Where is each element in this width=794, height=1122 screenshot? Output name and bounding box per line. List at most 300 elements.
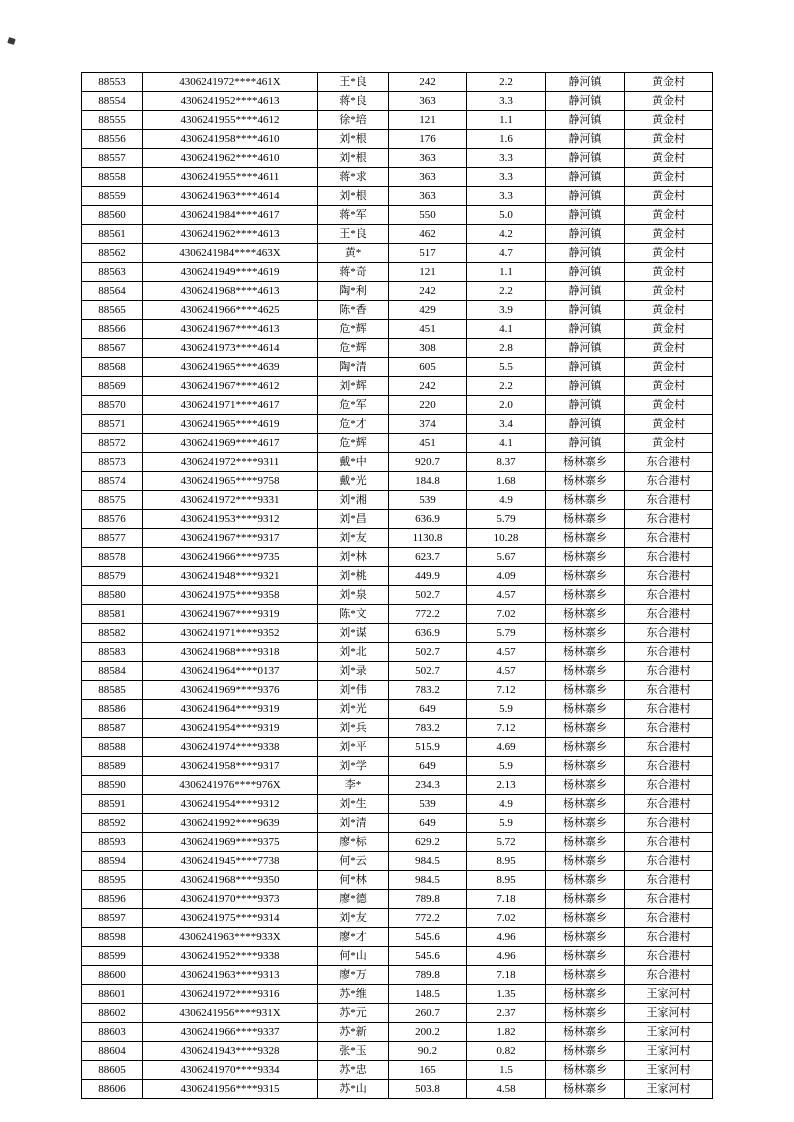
cell-township: 静河镇: [546, 396, 625, 415]
cell-amount: 517: [389, 244, 467, 263]
cell-township: 杨林寨乡: [546, 909, 625, 928]
cell-amount: 545.6: [389, 947, 467, 966]
cell-masked-id: 4306241963****933X: [143, 928, 318, 947]
cell-serial-number: 88585: [82, 681, 143, 700]
cell-serial-number: 88578: [82, 548, 143, 567]
cell-amount: 772.2: [389, 605, 467, 624]
cell-serial-number: 88569: [82, 377, 143, 396]
cell-serial-number: 88565: [82, 301, 143, 320]
cell-village: 东合港村: [625, 510, 713, 529]
cell-village: 黄金村: [625, 206, 713, 225]
cell-serial-number: 88596: [82, 890, 143, 909]
cell-masked-id: 4306241955****4611: [143, 168, 318, 187]
cell-amount: 184.8: [389, 472, 467, 491]
cell-masked-id: 4306241975****9358: [143, 586, 318, 605]
table-row: [82, 149, 713, 168]
cell-amount: 234.3: [389, 776, 467, 795]
cell-masked-name: 刘*伟: [318, 681, 389, 700]
cell-masked-id: 4306241966****9735: [143, 548, 318, 567]
cell-village: 东合港村: [625, 472, 713, 491]
cell-masked-name: 危*才: [318, 415, 389, 434]
cell-village: 东合港村: [625, 928, 713, 947]
table-row: [82, 187, 713, 206]
cell-rate: 7.02: [467, 605, 546, 624]
table-row: [82, 662, 713, 681]
cell-serial-number: 88556: [82, 130, 143, 149]
cell-amount: 1130.8: [389, 529, 467, 548]
cell-amount: 984.5: [389, 871, 467, 890]
cell-serial-number: 88577: [82, 529, 143, 548]
cell-township: 静河镇: [546, 339, 625, 358]
table-row: [82, 1061, 713, 1080]
table-row: [82, 757, 713, 776]
cell-serial-number: 88568: [82, 358, 143, 377]
cell-masked-id: 4306241966****9337: [143, 1023, 318, 1042]
cell-serial-number: 88575: [82, 491, 143, 510]
cell-rate: 5.9: [467, 757, 546, 776]
table-row: [82, 567, 713, 586]
cell-township: 杨林寨乡: [546, 453, 625, 472]
cell-rate: 4.9: [467, 795, 546, 814]
cell-amount: 165: [389, 1061, 467, 1080]
cell-township: 杨林寨乡: [546, 567, 625, 586]
cell-masked-name: 陈*香: [318, 301, 389, 320]
cell-serial-number: 88572: [82, 434, 143, 453]
cell-rate: 8.95: [467, 852, 546, 871]
cell-masked-name: 戴*中: [318, 453, 389, 472]
cell-amount: 545.6: [389, 928, 467, 947]
cell-masked-name: 刘*辉: [318, 377, 389, 396]
cell-township: 杨林寨乡: [546, 947, 625, 966]
cell-village: 黄金村: [625, 320, 713, 339]
cell-village: 黄金村: [625, 225, 713, 244]
cell-amount: 363: [389, 92, 467, 111]
cell-amount: 539: [389, 795, 467, 814]
cell-masked-id: 4306241948****9321: [143, 567, 318, 586]
cell-amount: 451: [389, 320, 467, 339]
cell-serial-number: 88592: [82, 814, 143, 833]
cell-serial-number: 88560: [82, 206, 143, 225]
table-row: [82, 1023, 713, 1042]
cell-masked-id: 4306241956****931X: [143, 1004, 318, 1023]
cell-rate: 4.96: [467, 928, 546, 947]
table-row: [82, 681, 713, 700]
table-row: [82, 947, 713, 966]
cell-serial-number: 88594: [82, 852, 143, 871]
table-row: [82, 909, 713, 928]
cell-amount: 502.7: [389, 586, 467, 605]
cell-rate: 3.3: [467, 187, 546, 206]
cell-village: 东合港村: [625, 738, 713, 757]
cell-serial-number: 88553: [82, 73, 143, 92]
cell-serial-number: 88588: [82, 738, 143, 757]
table-row: [82, 244, 713, 263]
cell-masked-name: 刘*昌: [318, 510, 389, 529]
cell-village: 王家河村: [625, 1061, 713, 1080]
cell-serial-number: 88600: [82, 966, 143, 985]
cell-masked-name: 刘*桃: [318, 567, 389, 586]
cell-rate: 4.9: [467, 491, 546, 510]
cell-amount: 502.7: [389, 643, 467, 662]
cell-masked-id: 4306241962****4610: [143, 149, 318, 168]
cell-amount: 789.8: [389, 966, 467, 985]
cell-village: 王家河村: [625, 1042, 713, 1061]
cell-rate: 4.09: [467, 567, 546, 586]
cell-masked-id: 4306241973****4614: [143, 339, 318, 358]
cell-masked-name: 刘*泉: [318, 586, 389, 605]
cell-masked-name: 刘*光: [318, 700, 389, 719]
cell-masked-name: 陶*清: [318, 358, 389, 377]
cell-masked-id: 4306241974****9338: [143, 738, 318, 757]
table-row: [82, 510, 713, 529]
cell-serial-number: 88580: [82, 586, 143, 605]
cell-masked-name: 刘*学: [318, 757, 389, 776]
cell-township: 静河镇: [546, 434, 625, 453]
table-row: [82, 985, 713, 1004]
cell-township: 静河镇: [546, 111, 625, 130]
cell-township: 静河镇: [546, 92, 625, 111]
cell-township: 杨林寨乡: [546, 795, 625, 814]
cell-masked-name: 刘*根: [318, 149, 389, 168]
cell-masked-id: 4306241968****4613: [143, 282, 318, 301]
cell-township: 杨林寨乡: [546, 491, 625, 510]
cell-amount: 636.9: [389, 510, 467, 529]
cell-rate: 4.96: [467, 947, 546, 966]
cell-masked-id: 4306241964****9319: [143, 700, 318, 719]
cell-township: 静河镇: [546, 377, 625, 396]
cell-serial-number: 88571: [82, 415, 143, 434]
cell-rate: 5.5: [467, 358, 546, 377]
cell-village: 东合港村: [625, 662, 713, 681]
scan-artifact-mark: [7, 37, 16, 45]
cell-amount: 503.8: [389, 1080, 467, 1099]
cell-village: 黄金村: [625, 434, 713, 453]
cell-masked-id: 4306241956****9315: [143, 1080, 318, 1099]
cell-village: 东合港村: [625, 700, 713, 719]
cell-masked-id: 4306241953****9312: [143, 510, 318, 529]
cell-township: 杨林寨乡: [546, 1023, 625, 1042]
cell-serial-number: 88573: [82, 453, 143, 472]
cell-masked-name: 李*: [318, 776, 389, 795]
cell-amount: 176: [389, 130, 467, 149]
cell-rate: 5.9: [467, 814, 546, 833]
cell-serial-number: 88563: [82, 263, 143, 282]
table-row: [82, 738, 713, 757]
table-row: [82, 453, 713, 472]
table-row: [82, 320, 713, 339]
cell-village: 黄金村: [625, 415, 713, 434]
cell-village: 东合港村: [625, 947, 713, 966]
cell-rate: 2.0: [467, 396, 546, 415]
cell-serial-number: 88586: [82, 700, 143, 719]
cell-rate: 4.57: [467, 586, 546, 605]
cell-amount: 789.8: [389, 890, 467, 909]
cell-amount: 649: [389, 700, 467, 719]
cell-village: 东合港村: [625, 852, 713, 871]
table-row: [82, 776, 713, 795]
cell-township: 杨林寨乡: [546, 928, 625, 947]
cell-masked-name: 王*良: [318, 225, 389, 244]
cell-masked-id: 4306241976****976X: [143, 776, 318, 795]
cell-serial-number: 88570: [82, 396, 143, 415]
cell-masked-id: 4306241967****4613: [143, 320, 318, 339]
table-row: [82, 1004, 713, 1023]
cell-serial-number: 88567: [82, 339, 143, 358]
cell-rate: 1.35: [467, 985, 546, 1004]
cell-village: 东合港村: [625, 871, 713, 890]
cell-village: 东合港村: [625, 567, 713, 586]
cell-masked-name: 廖*才: [318, 928, 389, 947]
cell-masked-name: 何*山: [318, 947, 389, 966]
cell-amount: 242: [389, 73, 467, 92]
cell-masked-id: 4306241958****4610: [143, 130, 318, 149]
table-row: [82, 339, 713, 358]
cell-serial-number: 88582: [82, 624, 143, 643]
cell-village: 东合港村: [625, 548, 713, 567]
cell-serial-number: 88602: [82, 1004, 143, 1023]
cell-masked-name: 廖*标: [318, 833, 389, 852]
cell-village: 黄金村: [625, 168, 713, 187]
cell-amount: 363: [389, 149, 467, 168]
cell-rate: 3.3: [467, 149, 546, 168]
cell-masked-name: 蒋*军: [318, 206, 389, 225]
cell-village: 王家河村: [625, 1004, 713, 1023]
cell-village: 王家河村: [625, 1023, 713, 1042]
cell-amount: 260.7: [389, 1004, 467, 1023]
cell-amount: 374: [389, 415, 467, 434]
table-row: [82, 111, 713, 130]
cell-rate: 4.69: [467, 738, 546, 757]
cell-masked-id: 4306241972****9316: [143, 985, 318, 1004]
cell-serial-number: 88564: [82, 282, 143, 301]
cell-township: 静河镇: [546, 320, 625, 339]
cell-township: 杨林寨乡: [546, 757, 625, 776]
cell-serial-number: 88566: [82, 320, 143, 339]
cell-rate: 2.2: [467, 282, 546, 301]
cell-masked-name: 刘*北: [318, 643, 389, 662]
cell-masked-id: 4306241967****9319: [143, 605, 318, 624]
cell-township: 杨林寨乡: [546, 605, 625, 624]
cell-rate: 3.9: [467, 301, 546, 320]
table-row: [82, 225, 713, 244]
cell-rate: 4.58: [467, 1080, 546, 1099]
cell-masked-id: 4306241971****4617: [143, 396, 318, 415]
cell-serial-number: 88603: [82, 1023, 143, 1042]
cell-township: 杨林寨乡: [546, 1061, 625, 1080]
cell-village: 东合港村: [625, 529, 713, 548]
cell-masked-name: 刘*根: [318, 130, 389, 149]
cell-township: 杨林寨乡: [546, 890, 625, 909]
cell-masked-id: 4306241965****4639: [143, 358, 318, 377]
cell-rate: 1.1: [467, 263, 546, 282]
cell-masked-name: 刘*湘: [318, 491, 389, 510]
cell-township: 杨林寨乡: [546, 586, 625, 605]
cell-masked-name: 刘*林: [318, 548, 389, 567]
cell-village: 王家河村: [625, 1080, 713, 1099]
cell-serial-number: 88558: [82, 168, 143, 187]
table-row: [82, 643, 713, 662]
cell-serial-number: 88606: [82, 1080, 143, 1099]
cell-amount: 148.5: [389, 985, 467, 1004]
cell-rate: 3.3: [467, 168, 546, 187]
cell-rate: 0.82: [467, 1042, 546, 1061]
cell-rate: 8.37: [467, 453, 546, 472]
cell-amount: 220: [389, 396, 467, 415]
cell-masked-id: 4306241958****9317: [143, 757, 318, 776]
cell-amount: 90.2: [389, 1042, 467, 1061]
cell-township: 杨林寨乡: [546, 681, 625, 700]
cell-amount: 649: [389, 814, 467, 833]
cell-amount: 515.9: [389, 738, 467, 757]
cell-township: 静河镇: [546, 73, 625, 92]
cell-masked-id: 4306241952****4613: [143, 92, 318, 111]
cell-masked-id: 4306241964****0137: [143, 662, 318, 681]
table-row: [82, 206, 713, 225]
cell-amount: 242: [389, 282, 467, 301]
cell-village: 东合港村: [625, 776, 713, 795]
cell-masked-id: 4306241972****9311: [143, 453, 318, 472]
table-row: [82, 377, 713, 396]
cell-village: 东合港村: [625, 453, 713, 472]
cell-rate: 4.1: [467, 434, 546, 453]
cell-rate: 4.57: [467, 662, 546, 681]
cell-masked-id: 4306241984****4617: [143, 206, 318, 225]
cell-masked-name: 刘*友: [318, 529, 389, 548]
cell-rate: 1.82: [467, 1023, 546, 1042]
cell-masked-id: 4306241967****9317: [143, 529, 318, 548]
cell-masked-name: 戴*光: [318, 472, 389, 491]
cell-township: 静河镇: [546, 263, 625, 282]
table-row: [82, 624, 713, 643]
cell-village: 东合港村: [625, 605, 713, 624]
table-row: [82, 814, 713, 833]
cell-township: 杨林寨乡: [546, 472, 625, 491]
cell-masked-id: 4306241992****9639: [143, 814, 318, 833]
cell-township: 杨林寨乡: [546, 548, 625, 567]
cell-village: 东合港村: [625, 795, 713, 814]
cell-masked-id: 4306241969****4617: [143, 434, 318, 453]
cell-amount: 363: [389, 187, 467, 206]
cell-township: 静河镇: [546, 415, 625, 434]
cell-rate: 5.9: [467, 700, 546, 719]
table-row: [82, 966, 713, 985]
cell-serial-number: 88591: [82, 795, 143, 814]
cell-rate: 7.02: [467, 909, 546, 928]
cell-masked-name: 廖*万: [318, 966, 389, 985]
cell-masked-name: 何*云: [318, 852, 389, 871]
cell-rate: 5.79: [467, 510, 546, 529]
cell-masked-name: 苏*新: [318, 1023, 389, 1042]
cell-amount: 363: [389, 168, 467, 187]
cell-masked-name: 何*林: [318, 871, 389, 890]
table-row: [82, 700, 713, 719]
cell-masked-id: 4306241972****9331: [143, 491, 318, 510]
cell-rate: 2.2: [467, 73, 546, 92]
cell-masked-id: 4306241955****4612: [143, 111, 318, 130]
cell-rate: 2.8: [467, 339, 546, 358]
cell-masked-name: 危*辉: [318, 320, 389, 339]
cell-amount: 308: [389, 339, 467, 358]
table-row: [82, 491, 713, 510]
cell-village: 东合港村: [625, 890, 713, 909]
cell-rate: 8.95: [467, 871, 546, 890]
cell-serial-number: 88590: [82, 776, 143, 795]
cell-masked-name: 刘*清: [318, 814, 389, 833]
cell-amount: 449.9: [389, 567, 467, 586]
cell-amount: 605: [389, 358, 467, 377]
cell-serial-number: 88583: [82, 643, 143, 662]
cell-amount: 429: [389, 301, 467, 320]
cell-masked-id: 4306241962****4613: [143, 225, 318, 244]
cell-serial-number: 88589: [82, 757, 143, 776]
cell-township: 静河镇: [546, 206, 625, 225]
cell-amount: 649: [389, 757, 467, 776]
cell-village: 黄金村: [625, 73, 713, 92]
cell-masked-name: 陈*文: [318, 605, 389, 624]
cell-village: 黄金村: [625, 187, 713, 206]
cell-rate: 2.37: [467, 1004, 546, 1023]
cell-village: 黄金村: [625, 339, 713, 358]
cell-masked-id: 4306241963****4614: [143, 187, 318, 206]
cell-rate: 4.2: [467, 225, 546, 244]
table-row: [82, 852, 713, 871]
cell-township: 杨林寨乡: [546, 529, 625, 548]
cell-village: 东合港村: [625, 719, 713, 738]
cell-amount: 783.2: [389, 719, 467, 738]
cell-township: 杨林寨乡: [546, 985, 625, 1004]
cell-township: 静河镇: [546, 187, 625, 206]
cell-village: 东合港村: [625, 814, 713, 833]
cell-village: 东合港村: [625, 491, 713, 510]
cell-serial-number: 88584: [82, 662, 143, 681]
cell-village: 东合港村: [625, 681, 713, 700]
cell-township: 杨林寨乡: [546, 1080, 625, 1099]
cell-amount: 772.2: [389, 909, 467, 928]
table-row: [82, 795, 713, 814]
cell-amount: 502.7: [389, 662, 467, 681]
cell-township: 静河镇: [546, 301, 625, 320]
cell-masked-id: 4306241965****4619: [143, 415, 318, 434]
cell-village: 黄金村: [625, 111, 713, 130]
table-row: [82, 586, 713, 605]
cell-amount: 451: [389, 434, 467, 453]
cell-serial-number: 88562: [82, 244, 143, 263]
cell-village: 黄金村: [625, 358, 713, 377]
cell-amount: 629.2: [389, 833, 467, 852]
cell-masked-id: 4306241943****9328: [143, 1042, 318, 1061]
cell-village: 东合港村: [625, 833, 713, 852]
cell-rate: 1.68: [467, 472, 546, 491]
cell-masked-id: 4306241970****9373: [143, 890, 318, 909]
table-row: [82, 871, 713, 890]
table-row: [82, 605, 713, 624]
beneficiary-table: [81, 72, 713, 1099]
cell-serial-number: 88587: [82, 719, 143, 738]
cell-serial-number: 88605: [82, 1061, 143, 1080]
cell-serial-number: 88559: [82, 187, 143, 206]
cell-township: 杨林寨乡: [546, 510, 625, 529]
cell-masked-name: 苏*维: [318, 985, 389, 1004]
cell-serial-number: 88557: [82, 149, 143, 168]
cell-village: 黄金村: [625, 396, 713, 415]
cell-township: 杨林寨乡: [546, 833, 625, 852]
table-row: [82, 92, 713, 111]
cell-township: 静河镇: [546, 282, 625, 301]
cell-township: 静河镇: [546, 149, 625, 168]
cell-rate: 5.79: [467, 624, 546, 643]
table-row: [82, 415, 713, 434]
cell-township: 杨林寨乡: [546, 662, 625, 681]
